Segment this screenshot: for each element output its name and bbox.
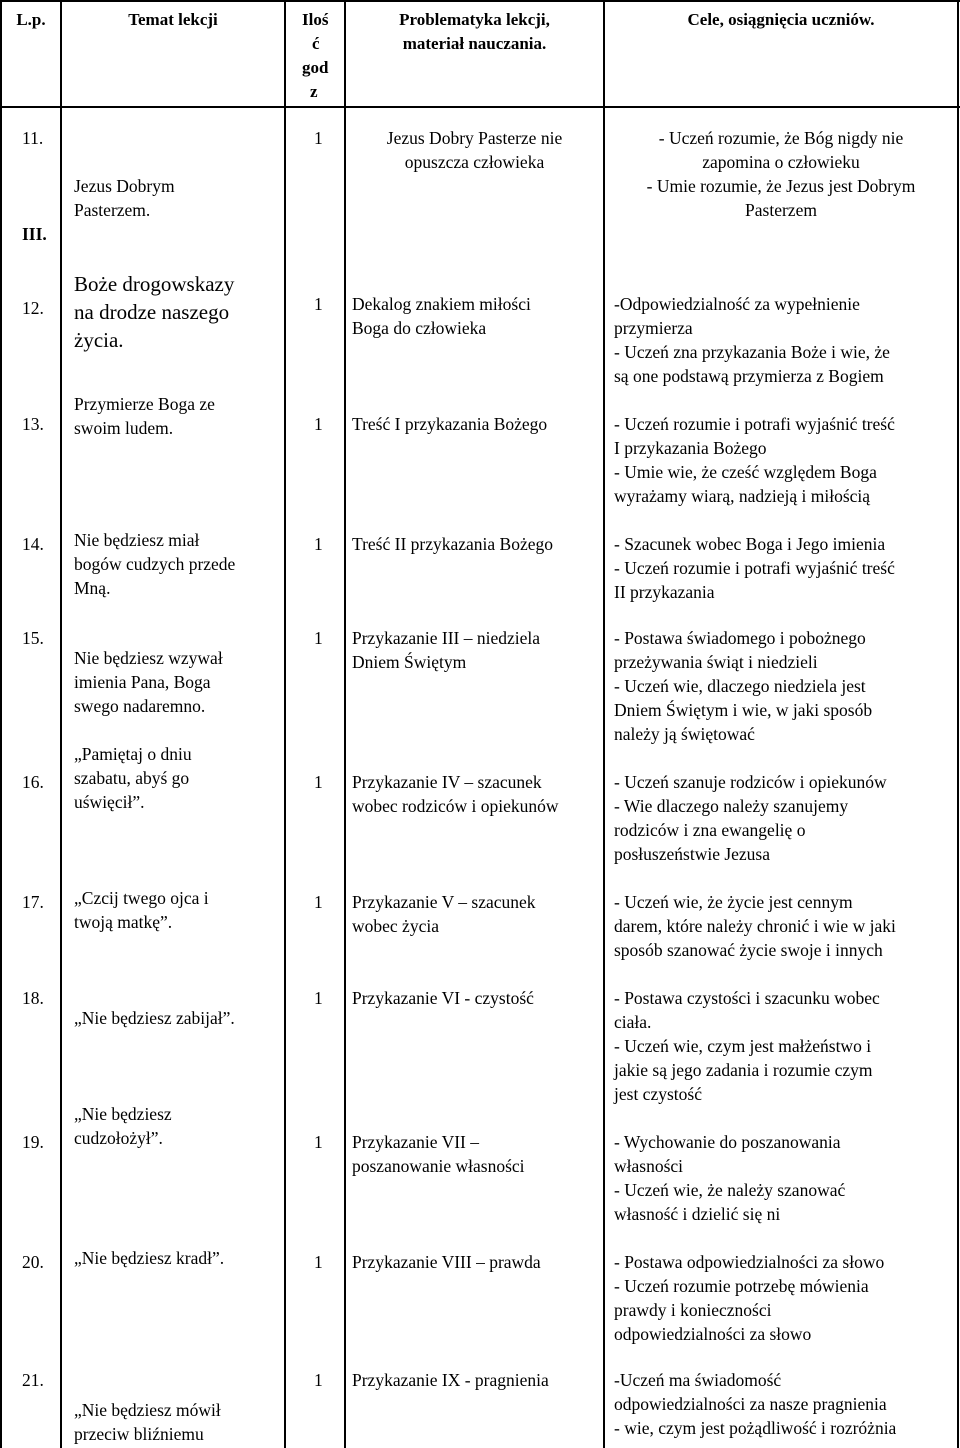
row-21-cele-3: - wie, czym jest pożądliwość i rozróżnia — [614, 1418, 897, 1438]
row-16-temat-3: uświęcił”. — [74, 792, 145, 812]
row-11-section: III. — [22, 224, 47, 244]
row-17-problem-1: Przykazanie V – szacunek — [352, 892, 536, 912]
row-12-cele-2: przymierza — [614, 318, 693, 338]
row-21-temat-2: przeciw bliźniemu — [74, 1424, 204, 1444]
row-11-cele-3: - Umie rozumie, że Jezus jest Dobrym — [646, 176, 916, 196]
row-15-cele-2: przeżywania świąt i niedzieli — [614, 652, 818, 672]
row-17-cele-2: darem, które należy chronić i wie w jaki — [614, 916, 896, 936]
row-12-problem-1: Dekalog znakiem miłości — [352, 294, 531, 314]
row-19-problem-2: poszanowanie własności — [352, 1156, 525, 1176]
grid-line — [0, 106, 960, 108]
row-15-temat-3: swego nadaremno. — [74, 696, 206, 716]
row-20-temat-1: „Nie będziesz kradł”. — [74, 1248, 225, 1268]
row-19-cele-2: własności — [614, 1156, 684, 1176]
row-20-cele-3: prawdy i konieczności — [614, 1300, 772, 1320]
row-20-cele-1: - Postawa odpowiedzialności za słowo — [614, 1252, 885, 1272]
row-21-godz: 1 — [314, 1370, 323, 1390]
row-19-godz: 1 — [314, 1132, 323, 1152]
header-ilosc-4: z — [310, 82, 318, 101]
row-19-temat-2: cudzołożył”. — [74, 1128, 163, 1148]
row-16-temat-2: szabatu, abyś go — [74, 768, 190, 788]
row-13-cele-4: wyrażamy wiarą, nadzieją i miłością — [614, 486, 871, 506]
row-13-cele-2: I przykazania Bożego — [614, 438, 767, 458]
row-18-godz: 1 — [314, 988, 323, 1008]
row-13-cele-3: - Umie wie, że cześć względem Boga — [614, 462, 877, 482]
row-18-cele-2: ciała. — [614, 1012, 652, 1032]
row-17-temat-2: twoją matkę”. — [74, 912, 173, 932]
row-17-cele-1: - Uczeń wie, że życie jest cennym — [614, 892, 853, 912]
row-19-cele-4: własność i dzielić się ni — [614, 1204, 781, 1224]
row-20-problem-1: Przykazanie VIII – prawda — [352, 1252, 541, 1272]
row-14-godz: 1 — [314, 534, 323, 554]
row-12-cele-3: - Uczeń zna przykazania Boże i wie, że — [614, 342, 890, 362]
row-14-lp: 14. — [22, 534, 44, 554]
row-21-problem-1: Przykazanie IX - pragnienia — [352, 1370, 549, 1390]
row-16-lp: 16. — [22, 772, 44, 792]
row-11-problem-2: opuszcza człowieka — [404, 152, 545, 172]
row-12-temat-3: życia. — [74, 328, 124, 352]
row-13-cele-1: - Uczeń rozumie i potrafi wyjaśnić treść — [614, 414, 895, 434]
row-16-cele-2: - Wie dlaczego należy szanujemy — [614, 796, 849, 816]
row-19-temat-1: „Nie będziesz — [74, 1104, 172, 1124]
header-problematyka-2: materiał nauczania. — [402, 34, 547, 53]
row-17-godz: 1 — [314, 892, 323, 912]
header-cele: Cele, osiągnięcia uczniów. — [687, 10, 875, 29]
row-20-cele-2: - Uczeń rozumie potrzebę mówienia — [614, 1276, 869, 1296]
row-16-problem-1: Przykazanie IV – szacunek — [352, 772, 542, 792]
row-15-cele-4: Dniem Świętym i wie, w jaki sposób — [614, 700, 873, 720]
header-problematyka-1: Problematyka lekcji, — [399, 10, 550, 29]
row-11-temat-2: Pasterzem. — [74, 200, 151, 220]
row-14-temat-1: Nie będziesz miał — [74, 530, 200, 550]
grid-line — [0, 0, 2, 1448]
row-15-problem-1: Przykazanie III – niedziela — [352, 628, 541, 648]
row-19-cele-1: - Wychowanie do poszanowania — [614, 1132, 841, 1152]
row-21-cele-1: -Uczeń ma świadomość — [614, 1370, 782, 1390]
row-18-cele-4: jakie są jego zadania i rozumie czym — [614, 1060, 873, 1080]
row-19-lp: 19. — [22, 1132, 44, 1152]
row-11-cele-2: zapomina o człowieku — [702, 152, 860, 172]
row-11-problem-1: Jezus Dobry Pasterze nie — [386, 128, 563, 148]
row-18-temat-1: „Nie będziesz zabijał”. — [74, 1008, 235, 1028]
row-18-problem-1: Przykazanie VI - czystość — [352, 988, 534, 1008]
row-14-cele-1: - Szacunek wobec Boga i Jego imienia — [614, 534, 886, 554]
row-20-cele-4: odpowiedzialności za słowo — [614, 1324, 812, 1344]
row-18-cele-5: jest czystość — [614, 1084, 702, 1104]
row-15-cele-5: należy ją świętować — [614, 724, 755, 744]
row-14-cele-3: II przykazania — [614, 582, 715, 602]
header-ilosc-3: god — [302, 58, 329, 77]
row-11-lp: 11. — [22, 128, 44, 148]
row-13-problem-1: Treść I przykazania Bożego — [352, 414, 548, 434]
row-21-temat-1: „Nie będziesz mówił — [74, 1400, 221, 1420]
grid-line — [957, 0, 959, 1448]
row-12-lp: 12. — [22, 298, 44, 318]
grid-line — [344, 0, 346, 1448]
row-11-temat-1: Jezus Dobrym — [74, 176, 175, 196]
row-15-lp: 15. — [22, 628, 44, 648]
row-13-lp: 13. — [22, 414, 44, 434]
row-17-cele-3: sposób szanować życie swoje i innych — [614, 940, 883, 960]
row-15-godz: 1 — [314, 628, 323, 648]
row-15-problem-2: Dniem Świętym — [352, 652, 467, 672]
row-13-temat-1: Przymierze Boga ze — [74, 394, 215, 414]
row-21-lp: 21. — [22, 1370, 44, 1390]
row-12-cele-4: są one podstawą przymierza z Bogiem — [614, 366, 884, 386]
row-19-problem-1: Przykazanie VII – — [352, 1132, 479, 1152]
row-16-temat-1: „Pamiętaj o dniu — [74, 744, 192, 764]
row-14-problem-1: Treść II przykazania Bożego — [352, 534, 554, 554]
row-12-temat-2: na drodze naszego — [74, 300, 230, 324]
row-15-cele-1: - Postawa świadomego i pobożnego — [614, 628, 866, 648]
row-18-cele-3: - Uczeń wie, czym jest małżeństwo i — [614, 1036, 872, 1056]
row-14-temat-2: bogów cudzych przede — [74, 554, 236, 574]
row-21-cele-2: odpowiedzialności za nasze pragnienia — [614, 1394, 887, 1414]
row-12-problem-2: Boga do człowieka — [352, 318, 487, 338]
row-18-lp: 18. — [22, 988, 44, 1008]
row-16-cele-1: - Uczeń szanuje rodziców i opiekunów — [614, 772, 887, 792]
row-16-cele-4: posłuszeństwie Jezusa — [614, 844, 771, 864]
header-ilosc-2: ć — [312, 34, 320, 53]
row-19-cele-3: - Uczeń wie, że należy szanować — [614, 1180, 846, 1200]
row-13-godz: 1 — [314, 414, 323, 434]
row-17-lp: 17. — [22, 892, 44, 912]
grid-line — [0, 0, 960, 2]
row-20-lp: 20. — [22, 1252, 44, 1272]
row-18-cele-1: - Postawa czystości i szacunku wobec — [614, 988, 880, 1008]
row-14-temat-3: Mną. — [74, 578, 111, 598]
row-11-cele-1: - Uczeń rozumie, że Bóg nigdy nie — [658, 128, 904, 148]
row-14-cele-2: - Uczeń rozumie i potrafi wyjaśnić treść — [614, 558, 895, 578]
row-15-cele-3: - Uczeń wie, dlaczego niedziela jest — [614, 676, 866, 696]
row-12-godz: 1 — [314, 294, 323, 314]
row-15-temat-2: imienia Pana, Boga — [74, 672, 211, 692]
row-12-cele-1: -Odpowiedzialność za wypełnienie — [614, 294, 860, 314]
row-16-godz: 1 — [314, 772, 323, 792]
row-20-godz: 1 — [314, 1252, 323, 1272]
row-11-cele-4: Pasterzem — [745, 200, 817, 220]
row-16-cele-3: rodziców i zna ewangelię o — [614, 820, 806, 840]
grid-line — [60, 0, 62, 1448]
row-17-temat-1: „Czcij twego ojca i — [74, 888, 209, 908]
row-16-problem-2: wobec rodziców i opiekunów — [352, 796, 559, 816]
row-15-temat-1: Nie będziesz wzywał — [74, 648, 223, 668]
header-temat: Temat lekcji — [128, 10, 218, 29]
grid-line — [284, 0, 286, 1448]
row-17-problem-2: wobec życia — [352, 916, 439, 936]
row-12-temat-1: Boże drogowskazy — [74, 272, 235, 296]
header-ilosc-1: Iloś — [302, 10, 329, 29]
row-11-godz: 1 — [314, 128, 323, 148]
header-lp: L.p. — [16, 10, 46, 29]
row-13-temat-2: swoim ludem. — [74, 418, 174, 438]
